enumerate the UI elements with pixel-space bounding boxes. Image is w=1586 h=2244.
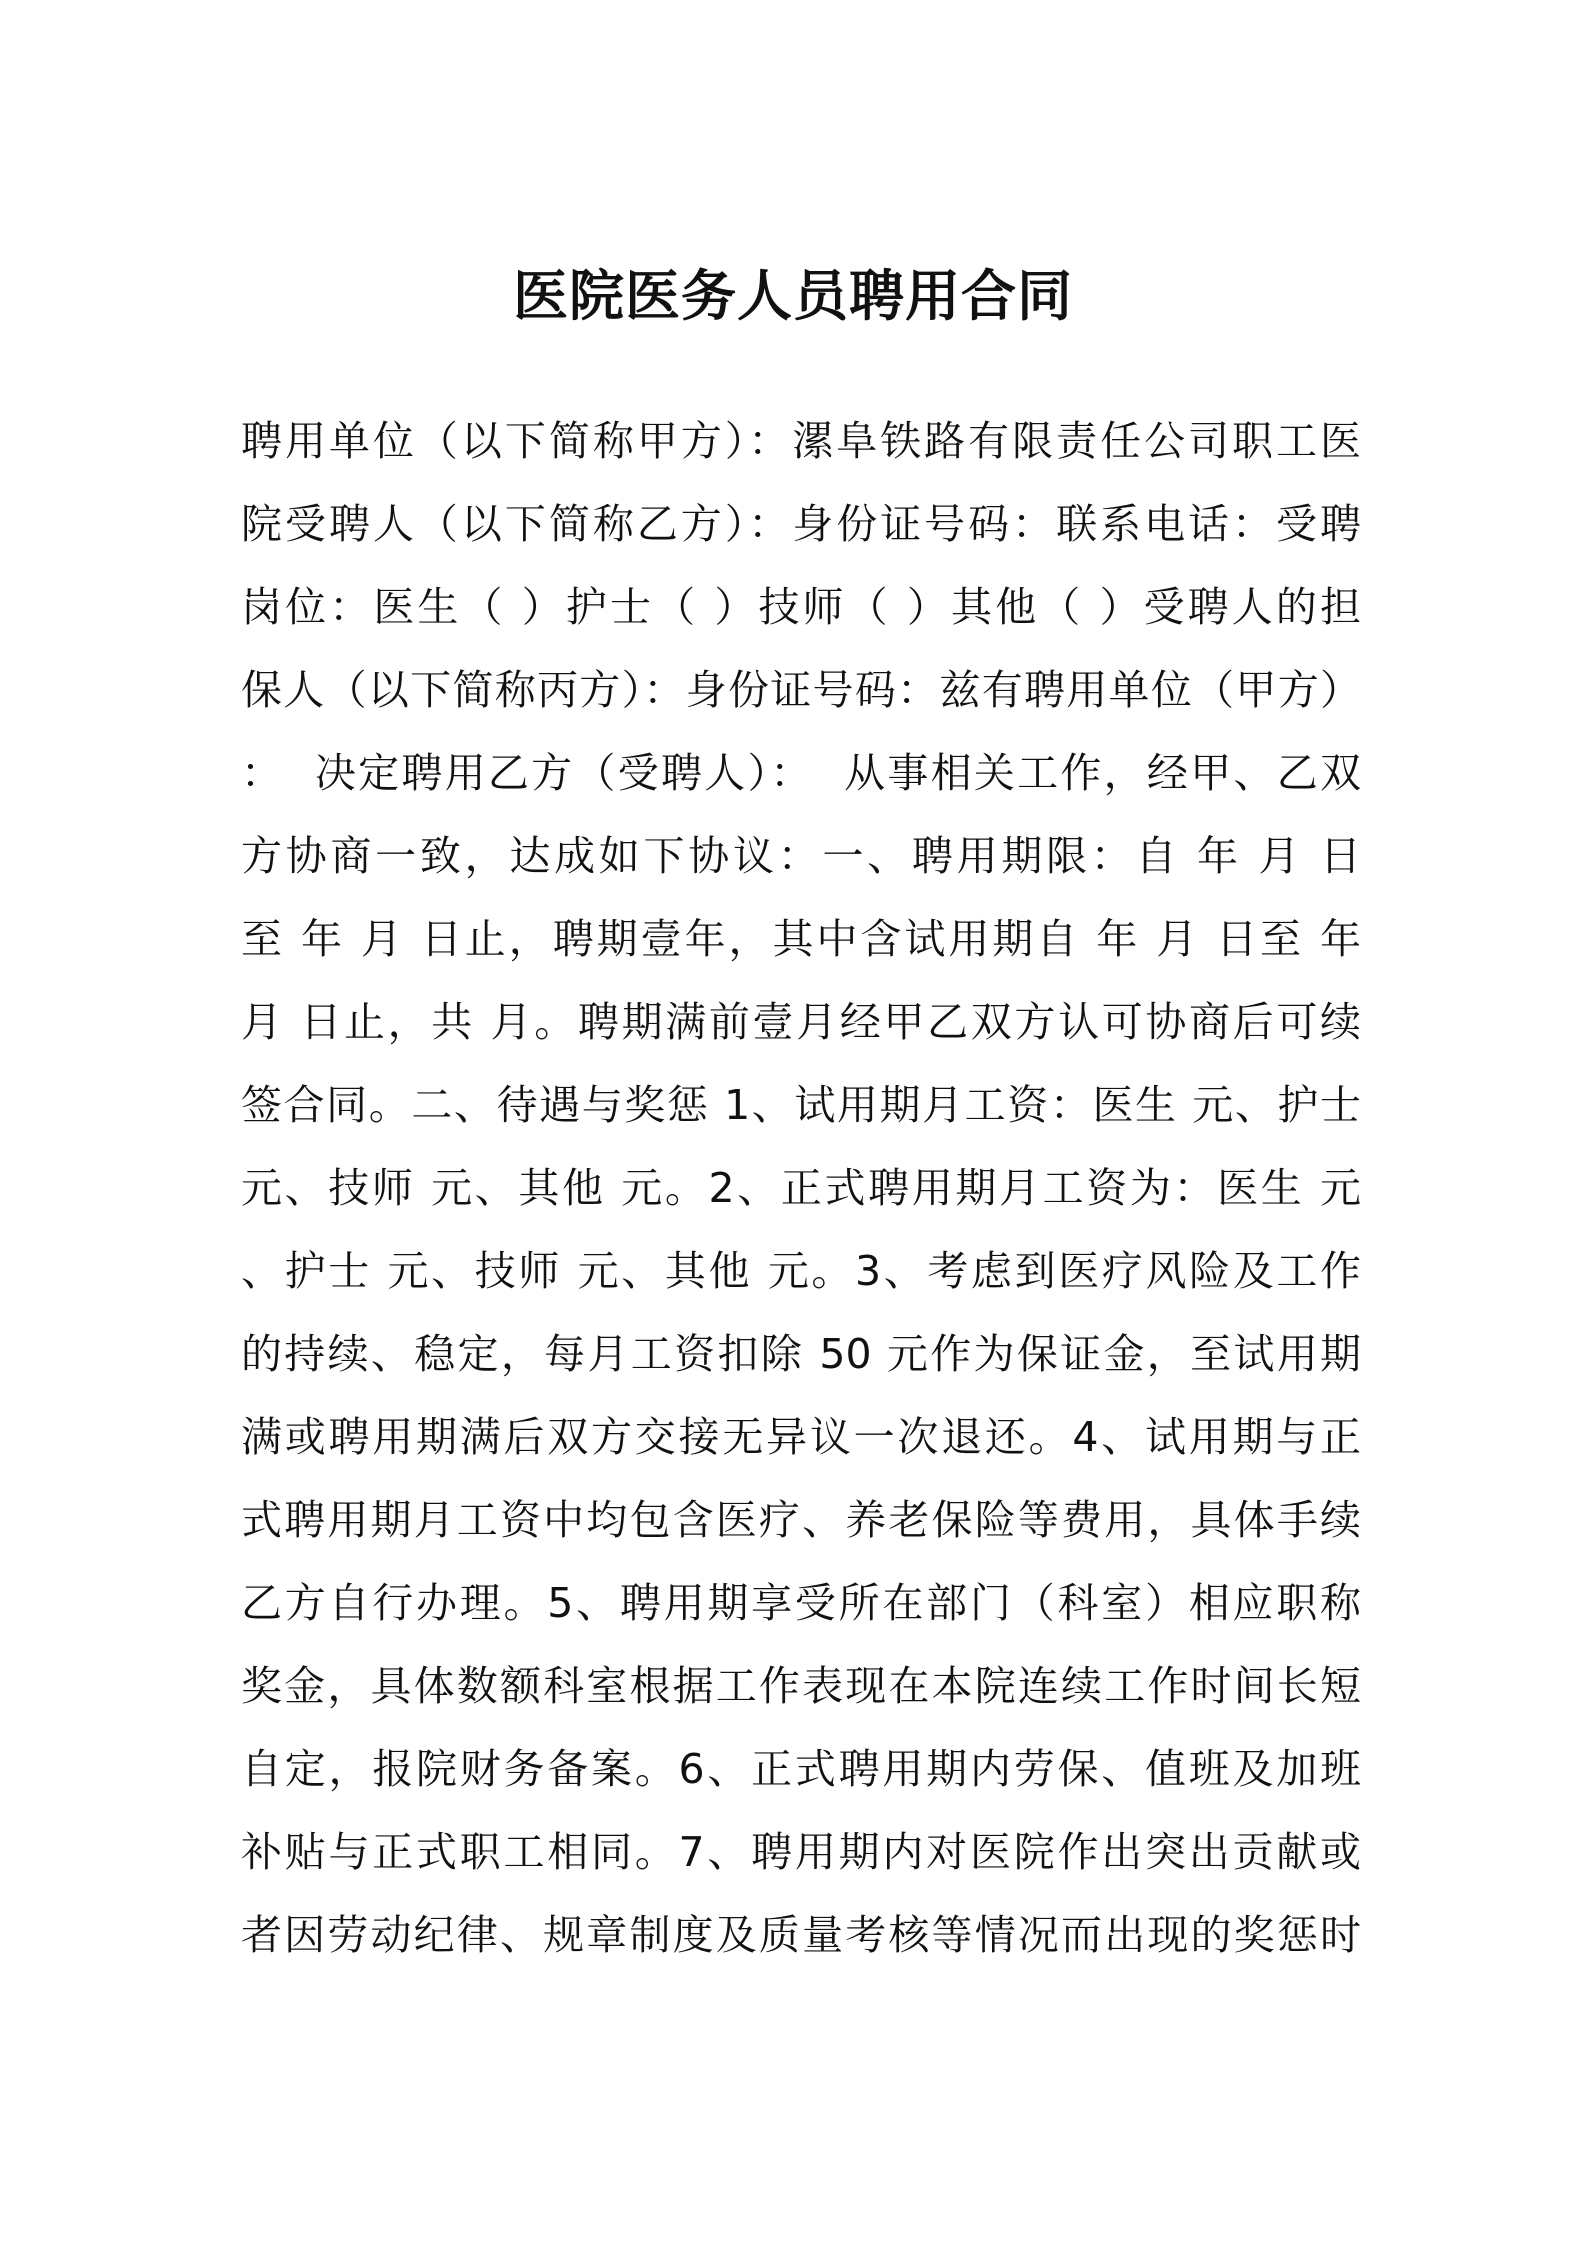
text-line: 岗位：医生（ ）护士（ ）技师（ ）其他（ ）受聘人的担: [241, 583, 1361, 631]
text-line: 月 日止，共 月。聘期满前壹月经甲乙双方认可协商后可续: [241, 998, 1361, 1046]
text-line: 自定，报院财务备案。6、正式聘用期内劳保、值班及加班: [241, 1745, 1361, 1793]
text-line: 院受聘人（以下简称乙方）：身份证号码：联系电话：受聘: [241, 500, 1361, 548]
text-line: 补贴与正式职工相同。7、聘用期内对医院作出突出贡献或: [241, 1828, 1361, 1876]
contract-body: [241, 400, 1361, 1977]
text-line: 元、技师 元、其他 元。2、正式聘用期月工资为：医生 元: [241, 1164, 1361, 1212]
text-line: 签合同。二、待遇与奖惩 1、试用期月工资：医生 元、护士: [241, 1081, 1361, 1129]
text-line: 满或聘用期满后双方交接无异议一次退还。4、试用期与正: [241, 1413, 1361, 1461]
document-title: 医院医务人员聘用合同: [512, 264, 1073, 328]
text-line: 保人（以下简称丙方）：身份证号码：兹有聘用单位（甲方）: [241, 666, 1361, 714]
text-line: 的持续、稳定，每月工资扣除 50 元作为保证金，至试用期: [241, 1330, 1361, 1378]
text-line: 至 年 月 日止，聘期壹年，其中含试用期自 年 月 日至 年: [241, 915, 1361, 963]
text-line: 奖金，具体数额科室根据工作表现在本院连续工作时间长短: [241, 1662, 1361, 1710]
text-line: 聘用单位（以下简称甲方）：漯阜铁路有限责任公司职工医: [241, 417, 1361, 465]
text-line: 乙方自行办理。5、聘用期享受所在部门（科室）相应职称: [241, 1579, 1361, 1627]
text-line: 者因劳动纪律、规章制度及质量考核等情况而出现的奖惩时: [241, 1911, 1361, 1959]
text-line: ： 决定聘用乙方（受聘人）： 从事相关工作，经甲、乙双: [241, 749, 1361, 797]
text-line: 、护士 元、技师 元、其他 元。3、考虑到医疗风险及工作: [241, 1247, 1361, 1295]
text-line: 式聘用期月工资中均包含医疗、养老保险等费用，具体手续: [241, 1496, 1361, 1544]
text-line: 方协商一致，达成如下协议：一、聘用期限：自 年 月 日: [241, 832, 1361, 880]
